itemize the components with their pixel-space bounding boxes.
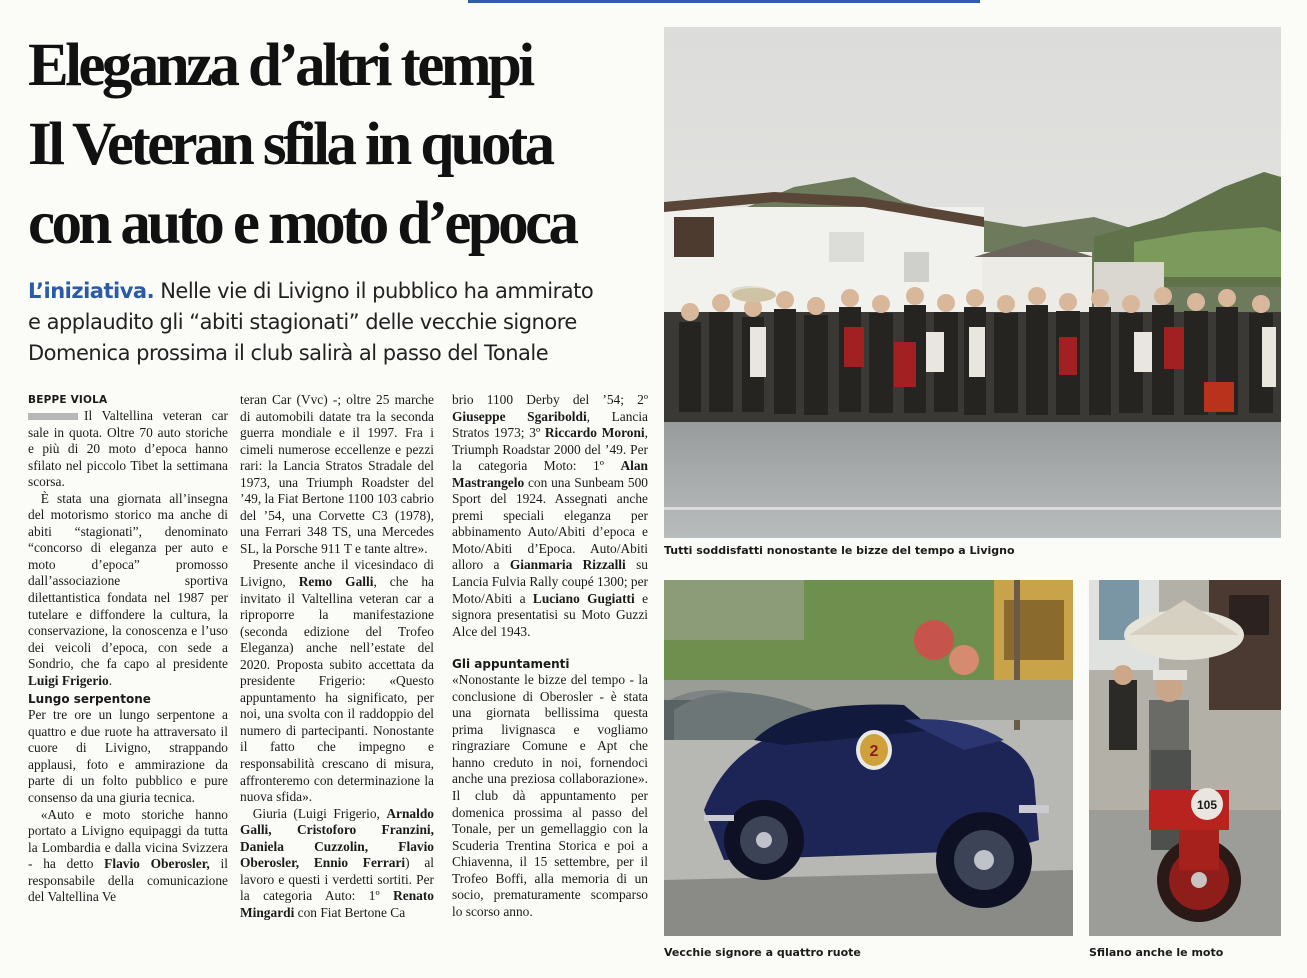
p7-winner: Renato Mingardi bbox=[240, 888, 434, 920]
p6-text: Presente anche il vicesindaco di Livigno, bbox=[240, 557, 434, 590]
paragraph-2 bbox=[28, 491, 228, 690]
p7-jury: Arnaldo Galli, Cristoforo Franzini, Daniela Cuzzolin, Flavio Oberosler, Ennio Ferrari bbox=[240, 805, 434, 871]
car-photo bbox=[664, 580, 1073, 936]
headline-line-1: Eleganza d’altri tempi bbox=[28, 32, 532, 99]
subhead-text-1: Nelle vie di Livigno il pubblico ha ammirato bbox=[154, 279, 594, 303]
p4-end: il responsabile della comunicazione del Valtellina Ve bbox=[28, 856, 228, 905]
paragraph-1 bbox=[28, 408, 228, 491]
p6-name: Remo Galli bbox=[298, 574, 374, 590]
motorcycle-photo bbox=[1089, 580, 1281, 936]
p8-k: e signora presentatisi su Moto Guzzi Alce del 1943. bbox=[452, 590, 649, 639]
p4-text: «Auto e moto storiche hanno portato a Livigno equipaggi da tutta la Lombardia e dalla vicina Svizzera - ha detto bbox=[28, 806, 228, 872]
paragraph-9: «Nonostante le bizze del tempo - la conclusione di Oberosler - è stata una giornata bellissima questa prima livignasca e vogliamo ringraziare Comune e Apt che hanno creduto in noi, fornendoci anche una preziosa collaborazione». Il club dà appuntamento per domenica prossima al passo del Tonale, per un gemellaggio con la Scuderia Trentina Storica e poi a Chiavenna, il 15 settembre, per il Trofeo Boffi, alla memoria di un socio, prematuramente scomparso lo scorso anno. bbox=[452, 672, 648, 919]
section-heading-appuntamenti: Gli appuntamenti bbox=[452, 657, 570, 672]
p7-mid: ) al lavoro e questi i verdetti sortiti. Per la categoria Auto: 1º bbox=[240, 855, 434, 904]
body-column-2 bbox=[240, 392, 434, 922]
moto-number: 105 bbox=[1196, 798, 1218, 812]
motorcycle-photo-image bbox=[1089, 580, 1281, 936]
p4-name: Flavio Oberosler, bbox=[104, 856, 210, 872]
p8-a: brio 1100 Derby del ’54; 2º bbox=[452, 392, 648, 407]
subhead-line-1 bbox=[28, 276, 658, 307]
p8-b: Giuseppe Sgariboldi bbox=[452, 408, 587, 424]
paragraph-4 bbox=[28, 807, 228, 906]
p8-h: Gianmaria Rizzalli bbox=[509, 557, 626, 573]
p7-end: con Fiat Bertone Ca bbox=[294, 904, 406, 920]
caption-motorcycle-photo: Sfilano anche le moto bbox=[1089, 946, 1224, 959]
byline: BEPPE VIOLA bbox=[28, 394, 108, 406]
p8-j: Luciano Gugiatti bbox=[532, 590, 635, 606]
headline-line-3: con auto e moto d’epoca bbox=[28, 190, 576, 257]
p2-name: Luigi Frigerio bbox=[28, 672, 109, 688]
paragraph-8 bbox=[452, 392, 648, 640]
p8-f: Alan Mastrangelo bbox=[452, 458, 648, 490]
p2-end: . bbox=[108, 672, 113, 688]
paragraph-1-text: Il Valtellina veteran car sale in quota. Oltre 70 auto storiche e più di 20 moto d’epoca hanno sfilato nel piccolo Tibet la settimana scorsa. bbox=[28, 408, 228, 490]
group-photo-image bbox=[664, 27, 1281, 538]
section-heading-lungo: Lungo serpentone bbox=[28, 692, 151, 707]
subhead-line-2: e applaudito gli “abiti stagionati” delle vecchie signore bbox=[28, 310, 577, 334]
subhead-line-3: Domenica prossima il club salirà al passo del Tonale bbox=[28, 341, 549, 365]
paragraph-7 bbox=[240, 806, 434, 922]
race-number: 2 bbox=[869, 743, 879, 760]
lead-bar bbox=[28, 413, 78, 420]
group-photo bbox=[664, 27, 1281, 538]
p8-d: Riccardo Moroni bbox=[544, 425, 645, 441]
top-accent-bar bbox=[468, 0, 980, 3]
p8-c: , Lancia Stratos 1973; 3º bbox=[452, 408, 648, 441]
article-headline bbox=[28, 26, 658, 263]
p6-end: , che ha invitato il Valtellina veteran car a riproporre la manifestazione (seconda edizione del Trofeo Eleganza) anche nell’estate del 2020. Proposta subito accettata da presidente Frigerio: «Questo appuntamento ha significato, per noi, una svolta con il raddoppio del numero di partecipanti. Nonostante il fatto che impegno e responsabilità crescano di misura, affronteremo con determinazione la nuova sfida». bbox=[240, 574, 434, 805]
subhead-kicker: L’iniziativa. bbox=[28, 279, 155, 303]
p8-i: su Lancia Fulvia Rally coupé 1300; per Moto/Abiti a bbox=[452, 557, 648, 606]
article-subhead bbox=[28, 276, 658, 369]
p8-e: , Triumph Roadstar 2000 del ’49. Per la categoria Moto: 1º bbox=[452, 425, 648, 474]
p7-text: Giuria (Luigi Frigerio, bbox=[252, 805, 387, 821]
p2-text: È stata una giornata all’insegna del motorismo storico ma anche di abiti “stagionati”, denominato “concorso di eleganza per auto e moto d’epoca” promosso dall’associazione sportiva dilettantistica fondata nel 1987 per tutelare e diffondere la cultura, la conservazione, la conoscenza e l’uso dei veicoli d’epoca, con sede a Sondrio, che fa capo al presidente bbox=[28, 490, 228, 672]
headline-line-2: Il Veteran sfila in quota bbox=[28, 111, 552, 178]
caption-car-photo: Vecchie signore a quattro ruote bbox=[664, 946, 861, 959]
paragraph-3: Per tre ore un lungo serpentone a quattro e due ruote ha attraversato il cuore di Livigno, strappando applausi, foto e ammirazione da parte di un folto pubblico e pure consenso da una giuria tecnica. bbox=[28, 707, 228, 806]
paragraph-5: teran Car (Vvc) -; oltre 25 marche di automobili datate tra la seconda guerra mondiale e il 1997. Fra i cimeli numerose eccellenze e pezzi rari: la Lancia Stratos Stradale del 1973, una Triumph Roadster del ’49, la Fiat Bertone 1100 103 cabrio del ’54, una Corvette C3 (1978), una Ferrari 348 TS, una Mercedes SL, la Porsche 911 T e tante altre». bbox=[240, 392, 434, 556]
car-photo-image bbox=[664, 580, 1073, 936]
body-column-1 bbox=[28, 392, 228, 906]
caption-group-photo: Tutti soddisfatti nonostante le bizze del tempo a Livigno bbox=[664, 544, 1015, 557]
paragraph-6 bbox=[240, 557, 434, 805]
body-column-3 bbox=[452, 392, 648, 920]
p8-g: con una Sunbeam 500 Sport del 1924. Assegnati anche premi speciali eleganza per abbinamento Auto/Abiti d’epoca e Moto/Abiti d’Epoca. Auto/Abiti alloro a bbox=[452, 474, 648, 573]
